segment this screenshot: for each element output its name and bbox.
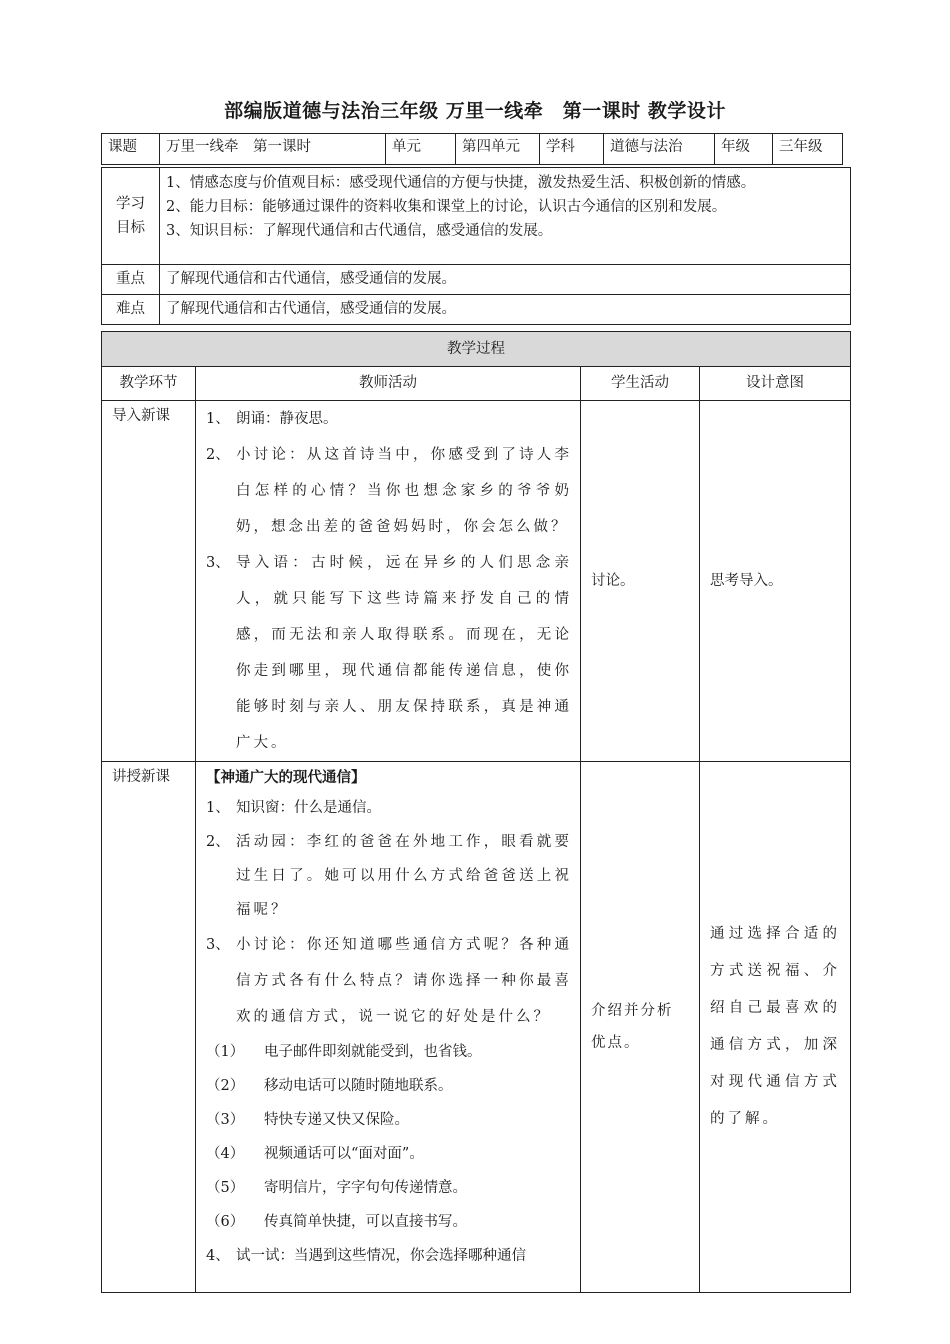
lesson-info-table	[101, 133, 843, 165]
goals-content	[160, 168, 851, 265]
goal-item: 1、情感态度与价值观目标：感受现代通信的方便与快捷，激发热爱生活、积极创新的情感。	[166, 175, 756, 191]
lesson-item-text: 知识窗：什么是通信。	[236, 800, 381, 816]
process-heading: 教学过程	[102, 332, 851, 367]
lesson-student-activity: 介绍并分析优点。	[581, 762, 700, 1293]
column-header-teacher: 教师活动	[196, 367, 581, 401]
objectives-table	[101, 167, 851, 325]
lesson-item-num: 2、	[206, 834, 230, 850]
goal-item: 2、能力目标：能够通过课件的资料收集和课堂上的讨论，认识古今通信的区别和发展。	[166, 199, 727, 215]
lesson-item-num: 4、	[206, 1248, 230, 1264]
subject-value: 道德与法治	[604, 134, 715, 165]
lesson-sub-num: （4）	[206, 1146, 245, 1162]
key-point-label: 重点	[102, 265, 160, 295]
lesson-item-text: 小讨论：你还知道哪些通信方式呢？各种通信方式各有什么特点？请你选择一种你最喜欢的通信方式，说一说它的好处是什么？	[236, 937, 572, 1025]
intro-item-text: 导入语：古时候，远在异乡的人们思念亲人，就只能写下这些诗篇来抒发自己的情感，而无法和亲人取得联系。而现在，无论你走到哪里，现代通信都能传递信息，使你能够时刻与亲人、朋友保持联系，真是神通广大。	[236, 555, 572, 751]
lesson-item	[206, 792, 572, 825]
goal-item: 3、知识目标：了解现代通信和古代通信，感受通信的发展。	[166, 223, 553, 239]
lesson-stage: 讲授新课	[102, 762, 196, 1293]
goals-label-text: 学习目标	[116, 196, 145, 236]
lesson-sub-item	[206, 1069, 572, 1103]
intro-design-intent: 思考导入。	[700, 401, 851, 762]
key-point-row	[102, 265, 851, 295]
lesson-item	[206, 927, 572, 1035]
lesson-sub-text: 电子邮件即刻就能受到，也省钱。	[264, 1044, 482, 1060]
process-table	[101, 331, 851, 1293]
lesson-sub-item	[206, 1205, 572, 1239]
lesson-item	[206, 825, 572, 927]
key-point-value: 了解现代通信和古代通信，感受通信的发展。	[160, 265, 851, 295]
lesson-sub-num: （5）	[206, 1180, 245, 1196]
lesson-item-num: 1、	[206, 800, 230, 816]
column-header-stage: 教学环节	[102, 367, 196, 401]
intro-item-num: 1、	[206, 411, 230, 427]
intro-item-text: 小讨论：从这首诗当中，你感受到了诗人李白怎样的心情？当你也想念家乡的爷爷奶奶，想念出差的爸爸妈妈时，你会怎么做？	[236, 447, 572, 535]
info-row	[102, 134, 843, 165]
intro-item-num: 3、	[206, 555, 230, 571]
lesson-sub-num: （1）	[206, 1044, 245, 1060]
intro-item-num: 2、	[206, 447, 230, 463]
intro-item	[206, 401, 572, 437]
intro-item-text: 朗诵：静夜思。	[236, 411, 338, 427]
process-heading-row	[102, 332, 851, 367]
column-header-intent: 设计意图	[700, 367, 851, 401]
unit-value: 第四单元	[456, 134, 540, 165]
lesson-teacher-activity	[196, 762, 581, 1293]
grade-label: 年级	[715, 134, 773, 165]
lesson-section-title: 【神通广大的现代通信】	[206, 770, 366, 786]
lesson-sub-num: （6）	[206, 1214, 245, 1230]
lesson-sub-num: （3）	[206, 1112, 245, 1128]
grade-value: 三年级	[773, 134, 843, 165]
lesson-sub-item	[206, 1171, 572, 1205]
goals-label	[102, 168, 160, 265]
difficulty-value: 了解现代通信和古代通信，感受通信的发展。	[160, 295, 851, 325]
topic-label: 课题	[102, 134, 160, 165]
intro-teacher-activity	[196, 401, 581, 762]
goals-row	[102, 168, 851, 265]
lesson-row	[102, 762, 851, 1293]
lesson-item-text: 试一试：当遇到这些情况，你会选择哪种通信	[236, 1248, 526, 1264]
intro-item	[206, 437, 572, 545]
lesson-sub-item	[206, 1035, 572, 1069]
lesson-sub-num: （2）	[206, 1078, 245, 1094]
topic-value: 万里一线牵 第一课时	[160, 134, 386, 165]
intro-student-activity: 讨论。	[581, 401, 700, 762]
lesson-sub-text: 寄明信片，字字句句传递情意。	[264, 1180, 467, 1196]
intro-stage: 导入新课	[102, 401, 196, 762]
difficulty-label: 难点	[102, 295, 160, 325]
document-title: 部编版道德与法治三年级 万里一线牵 第一课时 教学设计	[224, 100, 726, 122]
lesson-sub-text: 特快专递又快又保险。	[264, 1112, 409, 1128]
unit-label: 单元	[386, 134, 456, 165]
subject-label: 学科	[540, 134, 604, 165]
lesson-sub-item	[206, 1137, 572, 1171]
difficulty-row	[102, 295, 851, 325]
lesson-sub-text: 传真简单快捷，可以直接书写。	[264, 1214, 467, 1230]
lesson-item-text: 活动园：李红的爸爸在外地工作，眼看就要过生日了。她可以用什么方式给爸爸送上祝福呢？	[236, 834, 572, 918]
lesson-sub-text: 视频通话可以“面对面”。	[264, 1146, 424, 1162]
intro-row	[102, 401, 851, 762]
lesson-item	[206, 1239, 572, 1273]
lesson-sub-item	[206, 1103, 572, 1137]
lesson-design-intent: 通过选择合适的方式送祝福、介绍自己最喜欢的通信方式，加深对现代通信方式的了解。	[700, 762, 851, 1293]
lesson-item-num: 3、	[206, 937, 230, 953]
process-column-header-row	[102, 367, 851, 401]
intro-item	[206, 545, 572, 761]
column-header-student: 学生活动	[581, 367, 700, 401]
lesson-sub-text: 移动电话可以随时随地联系。	[264, 1078, 453, 1094]
